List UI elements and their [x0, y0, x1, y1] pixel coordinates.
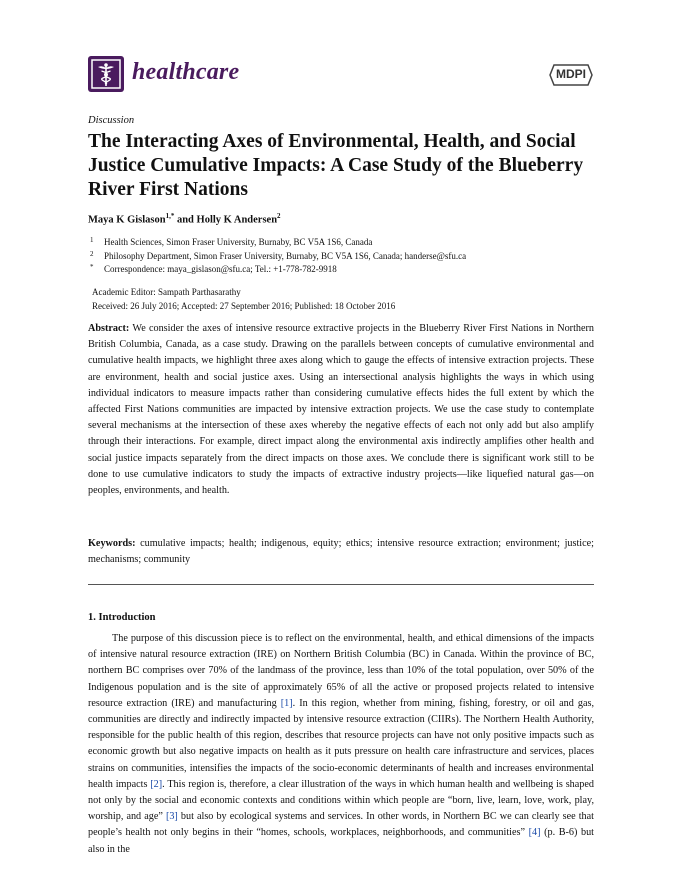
publisher-logo	[548, 62, 594, 88]
citation-link[interactable]: [4]	[528, 827, 541, 839]
correspondence-item	[88, 263, 598, 277]
section-heading: 1. Introduction	[88, 612, 156, 623]
section-divider	[88, 584, 594, 585]
author-affil-marks: 2	[277, 212, 281, 220]
article-title: The Interacting Axes of Environmental, Health, and Social Justice Cumulative Impacts: A Case Study of the Blueberry River First Nations	[88, 131, 584, 200]
introduction-paragraph	[88, 631, 594, 858]
editorial-info	[92, 286, 395, 313]
keywords	[88, 536, 594, 568]
affiliation-text: Health Sciences, Simon Fraser University, Burnaby, BC V5A 1S6, Canada	[104, 237, 373, 247]
author-name: Maya K Gislason	[88, 214, 166, 226]
academic-editor: Academic Editor: Sampath Parthasarathy	[92, 287, 241, 297]
body-text-segment: The purpose of this discussion piece is to reflect on the environmental, health, and ethical dimensions of the impacts of intensive natural resource extraction (IRE) on Northern British Columbia (BC) in Canada. Within the province of BC, northern BC comprises over 70% of the landmass of the province, less than 10% of the total population, over 50% of the Indigenous population and is the site of approximately 65% of all the active or proposed projects related to intensive resource extraction (IRE) and manufacturing	[88, 633, 594, 709]
journal-name: healthcare	[132, 59, 240, 85]
body-text-segment: . This region is, therefore, a clear illustration of the ways in which human health and wellbeing is shaped not only by the social and economic contexts and conditions within which people are “born, live, learn, love, work, play, worship, and age”	[88, 778, 594, 823]
body-text-segment: . In this region, whether from mining, fishing, forestry, or oil and gas, communities are directly and indirectly impacted by intensive resource extraction (CIIRs). The Northern Health Authority, responsible for the public health of this region, describes that resource projects can have not only positive impacts such as economic growth but also negative impacts on health as it puts pressure on health care infrastructure and services, places strains on communities, intensifies the impacts of the socio-economic determinants of health and increases environmental health impacts	[88, 697, 595, 790]
abstract	[88, 321, 594, 499]
citation-link[interactable]: [2]	[150, 778, 163, 790]
affiliation-mark: 2	[90, 249, 94, 258]
keywords-label: Keywords:	[88, 538, 136, 549]
affiliation-item	[88, 236, 598, 250]
author-name: Holly K Andersen	[196, 214, 278, 226]
citation-link[interactable]: [3]	[165, 811, 178, 823]
abstract-label: Abstract:	[88, 323, 130, 334]
keywords-text: cumulative impacts; health; indigenous, equity; ethics; intensive resource extraction; environment; justice; mechanisms; community	[88, 538, 594, 566]
affiliation-item	[88, 250, 598, 264]
author-line	[88, 212, 281, 226]
affiliation-text: Philosophy Department, Simon Fraser University, Burnaby, BC V5A 1S6, Canada; handerse@sfu.ca	[104, 250, 467, 261]
abstract-text: We consider the axes of intensive resource extractive projects in the Blueberry River First Nations in Northern British Columbia, Canada, as a case study. Drawing on the parallels between concepts of cumulative environmental and cumulative health impacts, we highlight three axes along which to gauge the effects of intensive extraction projects. These are environment, health and social justice axes. Using an intersectional analysis highlights the ways in which using individual indicators to measure impacts rather than considering cumulative effects hides the full extent by which the affected First Nations communities are impacted by intensive extraction projects. We use the case study to contemplate several mechanisms at the intersection of these axes whereby the negative effects of each not only add but also amplify through their interactions. For example, direct impact along the environmental axis indirectly amplifies other health and social justice impacts separately from the direct impacts on those axes. We conclude there is significant work still to be done to use cumulative indicators to study the impacts of extractive industry projects—like liquefied natural gas—on peoples, environments, and health.	[88, 323, 594, 497]
correspondence-mark: *	[90, 263, 94, 271]
affiliation-mark: 1	[90, 236, 94, 244]
publisher-name: MDPI	[556, 67, 586, 81]
affiliations	[88, 236, 598, 277]
body-text-segment: (p. B-6) but also in the	[88, 827, 594, 855]
citation-link[interactable]: [1]	[280, 697, 293, 709]
author-affil-marks: 1,*	[165, 212, 175, 220]
article-type: Discussion	[88, 115, 135, 126]
journal-header	[88, 56, 594, 96]
author-joiner: and	[174, 214, 197, 226]
publication-dates: Received: 26 July 2016; Accepted: 27 September 2016; Published: 18 October 2016	[92, 300, 396, 311]
caduceus-logo-icon	[88, 56, 124, 92]
correspondence-text: Correspondence: maya_gislason@sfu.ca; Tel.: +1-778-782-9918	[104, 264, 337, 274]
body-text-segment: but also by ecological systems and services. In other words, in Northern BC we can clearly see that people’s health not only begins in their “homes, schools, workplaces, neighborhoods, and communities”	[88, 811, 594, 839]
